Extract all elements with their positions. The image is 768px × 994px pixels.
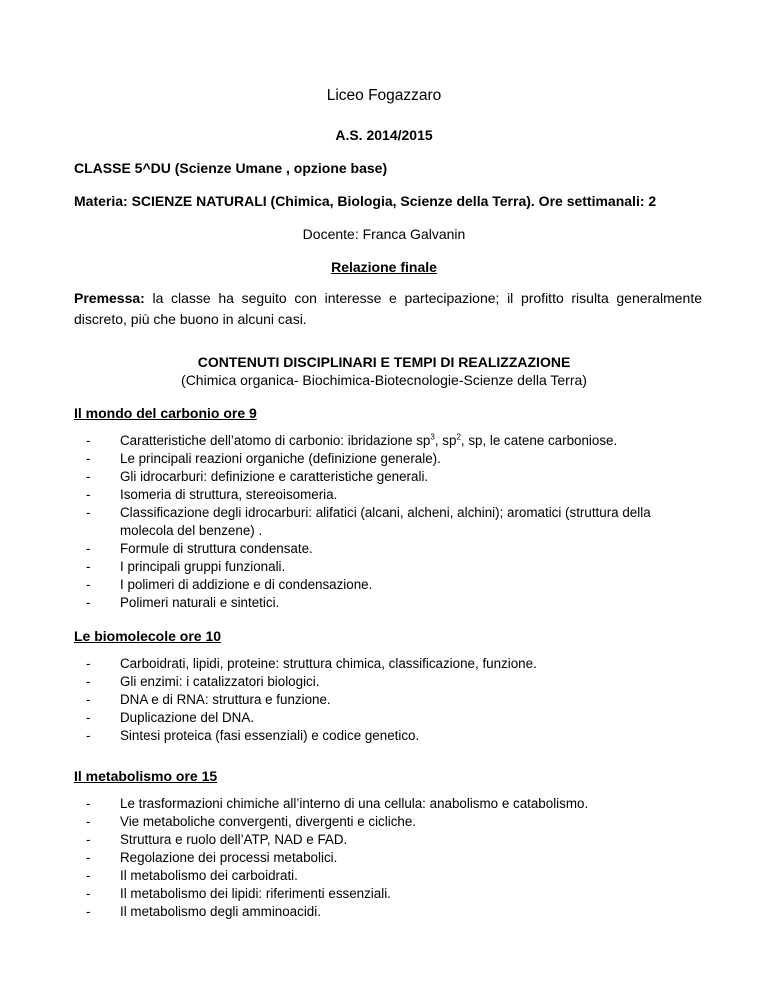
school-year: A.S. 2014/2015 [335, 127, 433, 143]
section-list-metabolismo [74, 795, 714, 921]
list-item: - Gli idrocarburi: definizione e caratteristiche generali. [86, 469, 429, 484]
bullet-dash: - [86, 541, 91, 556]
bullet-dash: - [86, 577, 91, 592]
list-item: - Regolazione dei processi metabolici. [86, 850, 338, 865]
class-line: CLASSE 5^DU (Scienze Umane , opzione base) [74, 160, 388, 176]
report-title: Relazione finale [331, 259, 437, 275]
bullet-dash: - [86, 832, 91, 847]
premessa-text: la classe ha seguito con interesse e partecipazione; il profitto risulta generalmente discreto, più che buono in alcuni casi. [74, 290, 702, 327]
section-heading-carbonio: Il mondo del carbonio ore 9 [74, 405, 257, 421]
bullet-dash: - [86, 674, 91, 689]
bullet-dash: - [86, 814, 91, 829]
contents-subtitle: (Chimica organica- Biochimica-Biotecnologie-Scienze della Terra) [181, 372, 587, 388]
section-heading-biomolecole: Le biomolecole ore 10 [74, 628, 222, 644]
bullet-dash: - [86, 559, 91, 574]
bullet-dash: - [86, 886, 91, 901]
bullet-dash: - [86, 904, 91, 919]
bullet-dash: - [86, 850, 91, 865]
bullet-dash: - [86, 469, 91, 484]
teacher-line: Docente: Franca Galvanin [302, 226, 466, 242]
list-item: - I polimeri di addizione e di condensazione. [86, 577, 373, 592]
list-item-continuation: molecola del benzene) . [120, 523, 263, 538]
bullet-dash: - [86, 451, 91, 466]
list-item: - Gli enzimi: i catalizzatori biologici. [86, 674, 320, 689]
school-title: Liceo Fogazzaro [326, 87, 442, 104]
bullet-dash: - [86, 692, 91, 707]
bullet-dash: - [86, 433, 91, 448]
list-item: - Formule di struttura condensate. [86, 541, 313, 556]
bullet-dash: - [86, 710, 91, 725]
section-list-biomolecole [74, 655, 714, 745]
premessa-paragraph [74, 288, 702, 330]
list-item: - Il metabolismo dei lipidi: riferimenti essenziali. [86, 886, 391, 901]
bullet-dash: - [86, 728, 91, 743]
list-item: - Isomeria di struttura, stereoisomeria. [86, 487, 338, 502]
list-item: - Le principali reazioni organiche (definizione generale). [86, 451, 441, 466]
list-item: - Il metabolismo dei carboidrati. [86, 868, 298, 883]
list-item: - Le trasformazioni chimiche all’interno di una cellula: anabolismo e catabolismo. [86, 796, 589, 811]
list-item: - I principali gruppi funzionali. [86, 559, 286, 574]
list-item: - DNA e di RNA: struttura e funzione. [86, 692, 331, 707]
list-item: - Il metabolismo degli amminoacidi. [86, 904, 321, 919]
bullet-dash: - [86, 487, 91, 502]
premessa-label: Premessa: [74, 290, 145, 306]
contents-title: CONTENUTI DISCIPLINARI E TEMPI DI REALIZZAZIONE [197, 354, 571, 370]
list-item: - Duplicazione del DNA. [86, 710, 254, 725]
subject-line: Materia: SCIENZE NATURALI (Chimica, Biologia, Scienze della Terra). Ore settimanali: 2 [74, 193, 657, 209]
bullet-dash: - [86, 656, 91, 671]
section-heading-metabolismo: Il metabolismo ore 15 [74, 768, 218, 784]
bullet-dash: - [86, 505, 91, 520]
bullet-dash: - [86, 595, 91, 610]
bullet-dash: - [86, 796, 91, 811]
list-item: - Polimeri naturali e sintetici. [86, 595, 280, 610]
section-list-carbonio [74, 432, 714, 612]
list-item: - Caratteristiche dell’atomo di carbonio: ibridazione $sp^3$, $sp^2$, sp, le catene carboniose. [86, 432, 618, 448]
list-item: - Classificazione degli idrocarburi: alifatici (alcani, alcheni, alchini); aromatici (struttura della [86, 505, 651, 520]
list-item: - Struttura e ruolo dell’ATP, NAD e FAD. [86, 832, 348, 847]
bullet-dash: - [86, 868, 91, 883]
list-item: - Carboidrati, lipidi, proteine: struttura chimica, classificazione, funzione. [86, 656, 537, 671]
list-item: - Sintesi proteica (fasi essenziali) e codice genetico. [86, 728, 420, 743]
list-item: - Vie metaboliche convergenti, divergenti e cicliche. [86, 814, 416, 829]
